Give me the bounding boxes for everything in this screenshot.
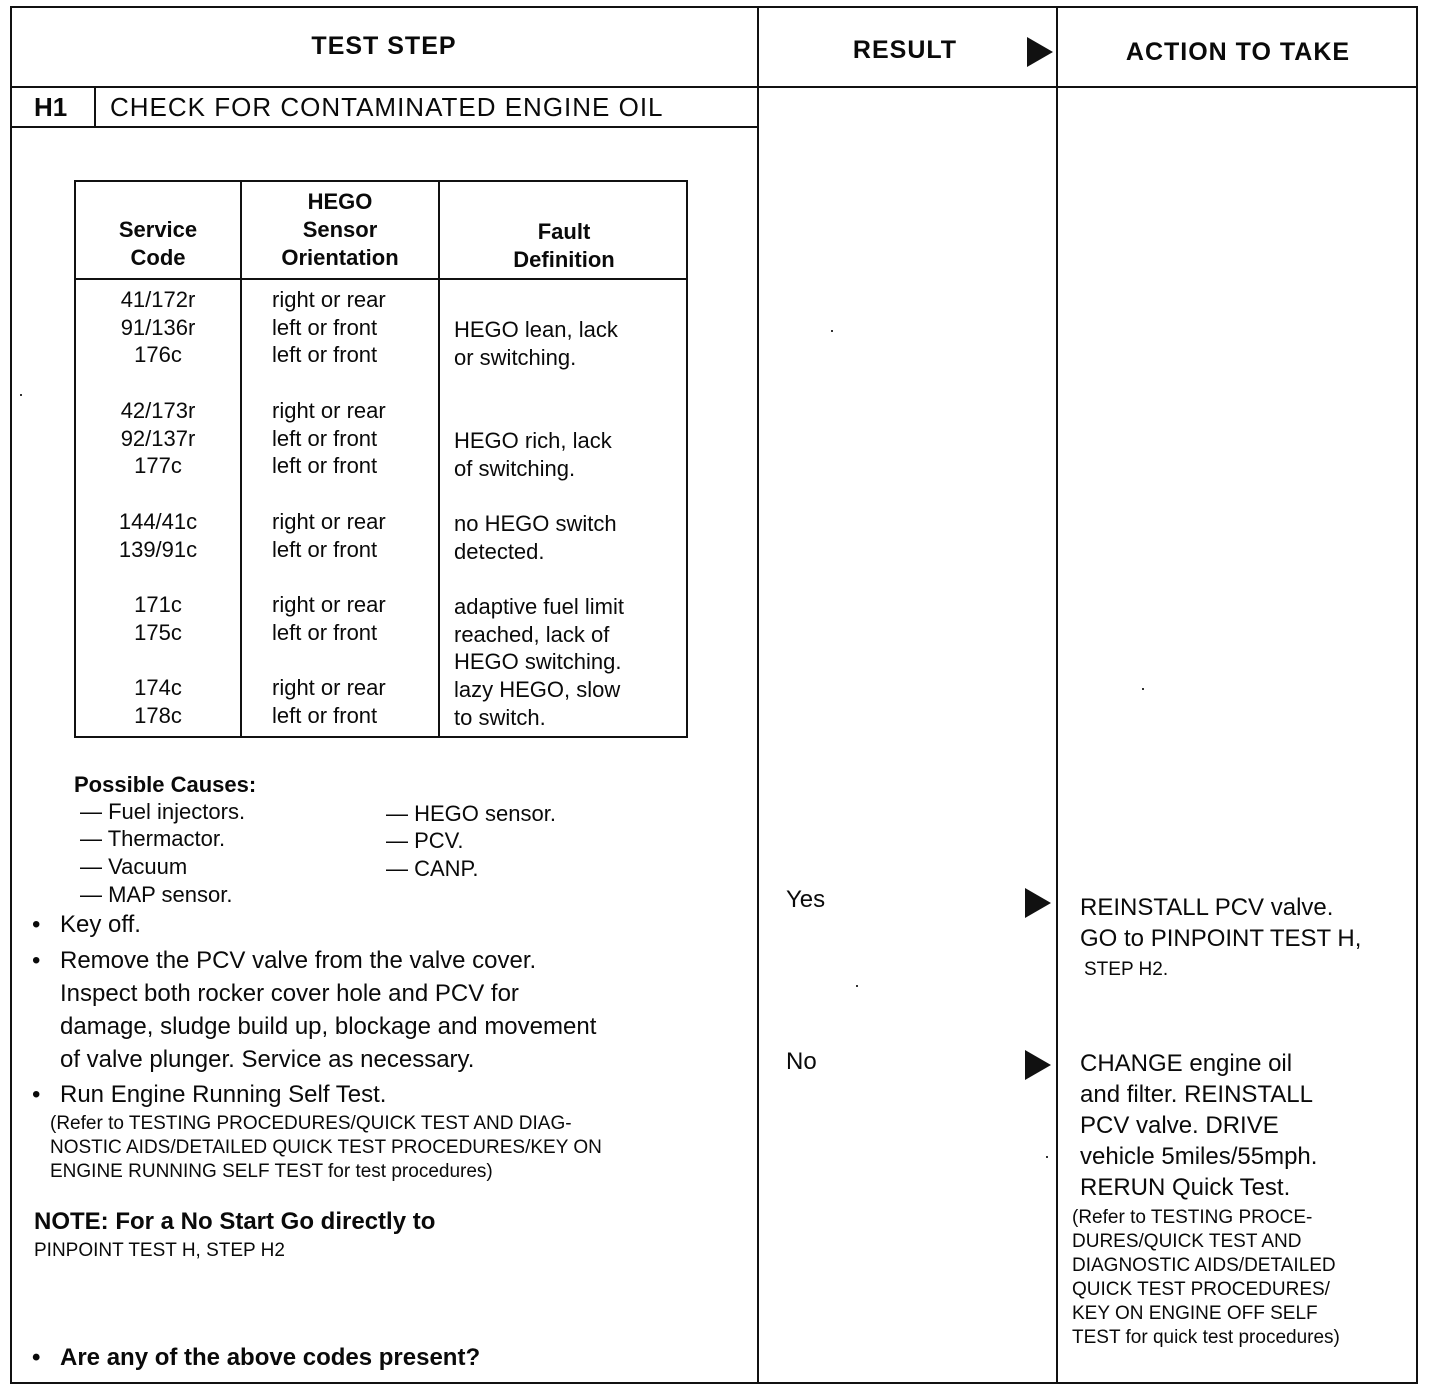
header-divider bbox=[10, 86, 1418, 88]
table-orientation: right or rear left or front left or front bbox=[272, 398, 386, 478]
action-line: PCV valve. DRIVE bbox=[1080, 1112, 1279, 1139]
cause-item: — MAP sensor. bbox=[80, 882, 233, 907]
table-orientation: right or rear left or front left or front bbox=[272, 287, 386, 367]
refer-line: NOSTIC AIDS/DETAILED QUICK TEST PROCEDURES/KEY ON bbox=[50, 1137, 602, 1158]
table-codes: 144/41c 139/91c bbox=[118, 509, 198, 562]
column-divider-result bbox=[757, 6, 759, 1384]
action-refer-line: TEST for quick test procedures) bbox=[1072, 1327, 1340, 1348]
possible-causes-title: Possible Causes: bbox=[74, 772, 257, 797]
action-refer-line: QUICK TEST PROCEDURES/ bbox=[1072, 1279, 1330, 1300]
bullet-dot-icon: • bbox=[32, 1344, 41, 1371]
table-codes: 171c 175c bbox=[134, 592, 182, 645]
table-fault: HEGO rich, lack of switching. bbox=[454, 428, 612, 481]
action-refer-line: DIAGNOSTIC AIDS/DETAILED bbox=[1072, 1255, 1336, 1276]
table-fault: lazy HEGO, slow to switch. bbox=[454, 677, 621, 730]
bullet-dot-icon: • bbox=[32, 911, 41, 938]
instruction-line: Inspect both rocker cover hole and PCV for bbox=[60, 980, 519, 1007]
scan-speck bbox=[856, 985, 858, 987]
action-line: vehicle 5miles/55mph. bbox=[1080, 1143, 1318, 1170]
step-id: H1 bbox=[34, 92, 68, 122]
action-line: and filter. REINSTALL bbox=[1080, 1081, 1313, 1108]
action-no-refer bbox=[1072, 1206, 1340, 1350]
table-codes: 174c 178c bbox=[134, 675, 182, 728]
question-codes-present: • Are any of the above codes present? bbox=[32, 1344, 481, 1371]
bullet-dot-icon: • bbox=[32, 947, 41, 974]
th-fault-definition: Fault Definition bbox=[513, 219, 615, 272]
instruction-run-test: • Run Engine Running Self Test. bbox=[60, 1078, 386, 1111]
table-codes: 41/172r 91/136r 176c bbox=[120, 287, 196, 367]
action-yes-step: STEP H2. bbox=[1084, 959, 1169, 980]
refer-line: ENGINE RUNNING SELF TEST for test procedures) bbox=[50, 1161, 493, 1182]
step-title: CHECK FOR CONTAMINATED ENGINE OIL bbox=[110, 92, 664, 122]
step-title-divider bbox=[10, 126, 758, 128]
scan-speck bbox=[1142, 688, 1144, 690]
step-id-divider bbox=[94, 86, 96, 127]
cause-item: — Thermactor. bbox=[80, 826, 226, 851]
table-orientation: right or rear left or front bbox=[272, 592, 386, 645]
triangle-right-icon bbox=[1025, 1050, 1051, 1080]
scan-speck bbox=[831, 330, 833, 332]
instruction-key-off: • Key off. bbox=[60, 908, 141, 941]
refer-line: (Refer to TESTING PROCEDURES/QUICK TEST AND DIAG- bbox=[50, 1113, 572, 1134]
header-action-to-take: ACTION TO TAKE bbox=[1125, 38, 1351, 66]
action-line: CHANGE engine oil bbox=[1080, 1050, 1293, 1077]
action-line: RERUN Quick Test. bbox=[1080, 1174, 1291, 1201]
instruction-line: Remove the PCV valve from the valve cover. bbox=[60, 947, 537, 974]
table-orientation: right or rear left or front bbox=[272, 509, 386, 562]
action-yes bbox=[1080, 892, 1361, 954]
header-test-step: TEST STEP bbox=[311, 32, 457, 60]
result-yes: Yes bbox=[786, 886, 826, 913]
triangle-right-icon bbox=[1025, 888, 1051, 918]
scan-speck bbox=[1046, 1156, 1048, 1158]
action-refer-line: (Refer to TESTING PROCE- bbox=[1072, 1207, 1313, 1228]
scan-speck bbox=[20, 394, 22, 396]
table-orientation: right or rear left or front bbox=[272, 675, 386, 728]
note-pinpoint-reference: PINPOINT TEST H, STEP H2 bbox=[34, 1240, 285, 1261]
triangle-right-icon bbox=[1027, 37, 1053, 67]
cause-item: — PCV. bbox=[386, 828, 464, 853]
th-service-code: Service Code bbox=[118, 217, 198, 270]
column-divider-action bbox=[1056, 6, 1058, 1384]
action-refer-line: KEY ON ENGINE OFF SELF bbox=[1072, 1303, 1318, 1324]
table-fault: HEGO lean, lack or switching. bbox=[454, 317, 618, 370]
cause-item: — CANP. bbox=[386, 856, 479, 881]
instruction-line: of valve plunger. Service as necessary. bbox=[60, 1046, 475, 1073]
action-line: GO to PINPOINT TEST H, bbox=[1080, 925, 1362, 952]
instruction-remove-pcv bbox=[32, 944, 597, 1076]
action-line: REINSTALL PCV valve. bbox=[1080, 894, 1334, 921]
refer-procedures bbox=[50, 1112, 602, 1184]
table-fault: adaptive fuel limit reached, lack of HEGO switching. bbox=[454, 594, 624, 674]
header-result: RESULT bbox=[852, 36, 958, 64]
cause-item: — Vacuum bbox=[80, 854, 188, 879]
note-no-start: NOTE: For a No Start Go directly to bbox=[34, 1208, 436, 1235]
action-no bbox=[1080, 1048, 1317, 1203]
bullet-dot-icon: • bbox=[32, 1081, 41, 1108]
result-no: No bbox=[786, 1048, 817, 1075]
cause-item: — HEGO sensor. bbox=[386, 801, 556, 826]
table-header-line bbox=[76, 278, 686, 280]
service-code-table bbox=[74, 180, 688, 738]
table-fault: no HEGO switch detected. bbox=[454, 511, 617, 564]
table-codes: 42/173r 92/137r 177c bbox=[120, 398, 196, 478]
th-sensor-orientation: HEGO Sensor Orientation bbox=[281, 189, 399, 270]
instruction-line: damage, sludge build up, blockage and movement bbox=[60, 1013, 597, 1040]
action-refer-line: DURES/QUICK TEST AND bbox=[1072, 1231, 1302, 1252]
cause-item: — Fuel injectors. bbox=[80, 799, 246, 824]
